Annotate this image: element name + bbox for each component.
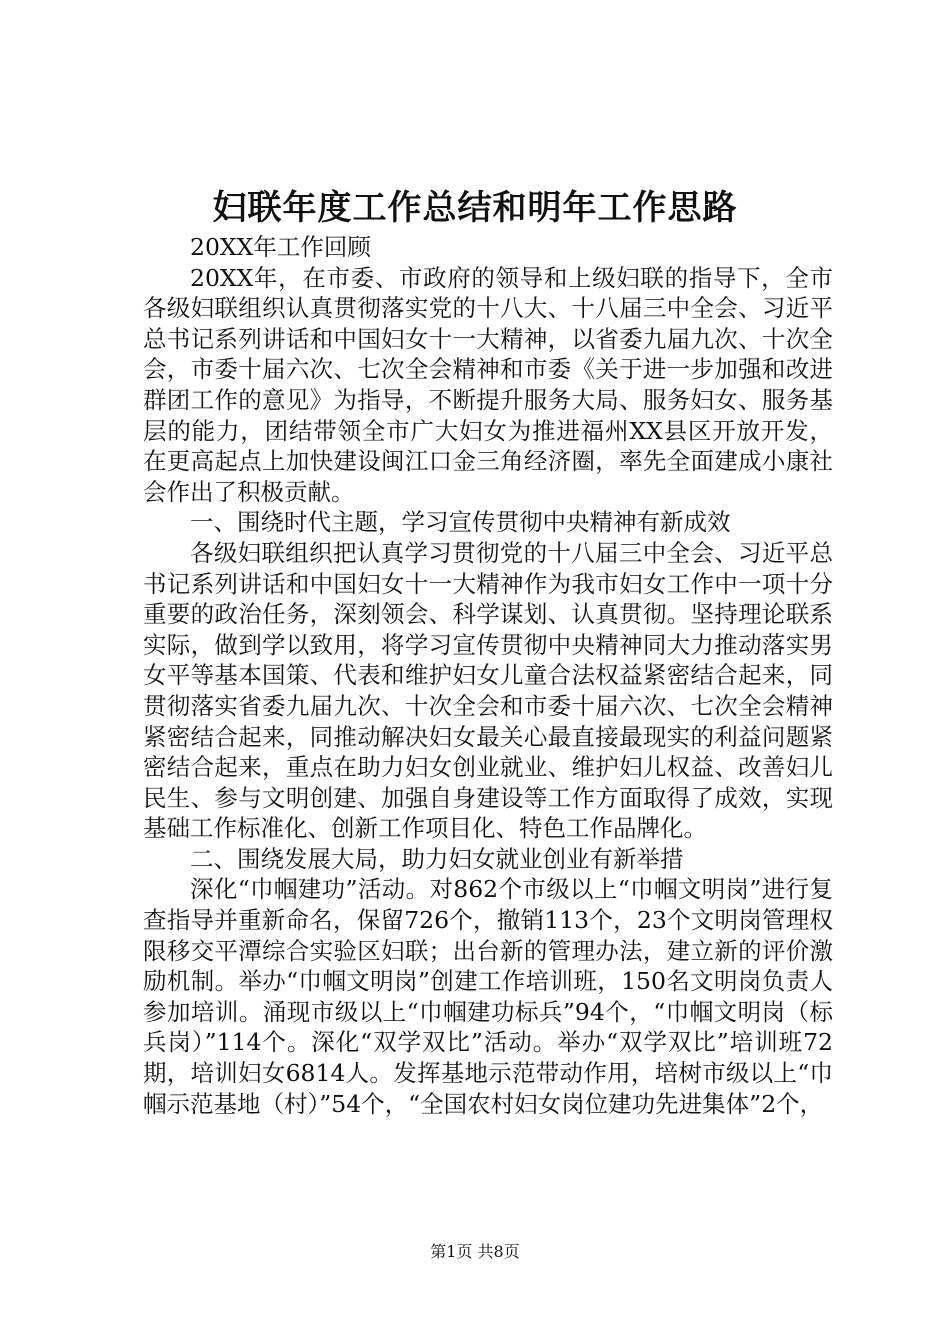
section-heading-1: 一、围绕时代主题，学习宣传贯彻中央精神有新成效 bbox=[190, 508, 731, 537]
section-heading-review: 20XX年工作回顾 bbox=[190, 233, 371, 261]
paragraph-section-2: 深化“巾帼建功”活动。对862个市级以上“巾帼文明岗”进行复查指导并重新命名，保留726个，撤销113个，23个文明岗管理权限移交平潭综合实验区妇联；出台新的管理办法，建立新的评价激励机制。举办“巾帼文明岗”创建工作培训班，150名文明岗负责人参加培训。涌现市级以上“巾帼建功标兵”94个，“巾帼文明岗（标兵岗）”114个。深化“双学双比”活动。举办“双学双比”培训班72期，培训妇女6814人。发挥基地示范带动作用，培树市级以上“巾帼示范基地（村）”54个，“全国农村妇女岗位建功先进集体”2个， bbox=[143, 875, 833, 1118]
document-title: 妇联年度工作总结和明年工作思路 bbox=[212, 188, 738, 228]
section-heading-2: 二、围绕发展大局，助力妇女就业创业有新举措 bbox=[190, 844, 684, 873]
paragraph-section-1: 各级妇联组织把认真学习贯彻党的十八届三中全会、习近平总书记系列讲话和中国妇女十一大精神作为我市妇女工作中一项十分重要的政治任务，深刻领会、科学谋划、认真贯彻。坚持理论联系实际，做到学以致用，将学习宣传贯彻中央精神同大力推动落实男女平等基本国策、代表和维护妇女儿童合法权益紧密结合起来，同贯彻落实省委九届九次、十次全会和市委十届六次、七次全会精神紧密结合起来，同推动解决妇女最关心最直接最现实的利益问题紧密结合起来，重点在助力妇女创业就业、维护妇儿权益、改善妇儿民生、参与文明创建、加强自身建设等工作方面取得了成效，实现基础工作标准化、创新工作项目化、特色工作品牌化。 bbox=[143, 538, 833, 843]
paragraph-intro: 20XX年，在市委、市政府的领导和上级妇联的指导下，全市各级妇联组织认真贯彻落实党的十八大、十八届三中全会、习近平总书记系列讲话和中国妇女十一大精神，以省委九届九次、十次全会，市委十届六次、七次全会精神和市委《关于进一步加强和改进群团工作的意见》为指导，不断提升服务大局、服务妇女、服务基层的能力，团结带领全市广大妇女为推进福州XX县区开放开发，在更高起点上加快建设闽江口金三角经济圈，率先全面建成小康社会作出了积极贡献。 bbox=[143, 263, 833, 506]
page-footer: 第1页 共8页 bbox=[430, 1242, 520, 1261]
document-body bbox=[143, 232, 833, 1119]
